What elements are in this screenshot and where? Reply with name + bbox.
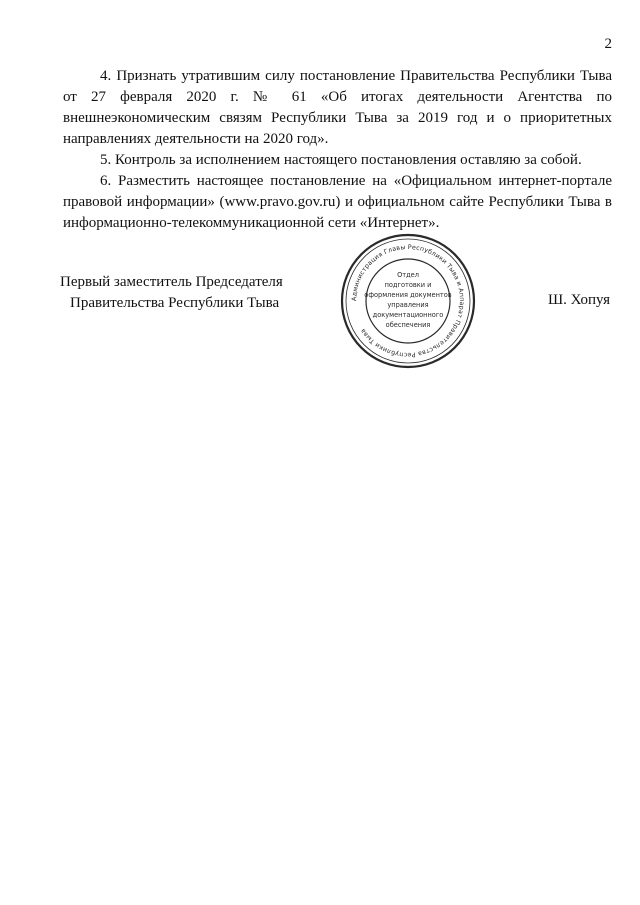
svg-text:Отдел: Отдел	[397, 271, 419, 279]
paragraph-5: 5. Контроль за исполнением настоящего постановления оставляю за собой.	[100, 152, 582, 168]
svg-text:обеспечения: обеспечения	[385, 321, 431, 329]
svg-text:документационного: документационного	[372, 311, 444, 319]
svg-text:подготовки и: подготовки и	[384, 281, 432, 289]
svg-text:оформления документов: оформления документов	[364, 291, 452, 299]
svg-text:Администрация Главы Республики: Администрация Главы Республики Тыва и Аппарат Правительства Республики Тыва	[350, 243, 466, 359]
signatory-title	[60, 272, 283, 314]
signatory-name: Ш. Хопуя	[548, 292, 611, 308]
signatory-title-line-1: Первый заместитель Председателя	[60, 274, 283, 290]
svg-text:управления: управления	[387, 301, 429, 309]
document-body	[63, 66, 612, 234]
page-number: 2	[604, 36, 612, 52]
official-seal-stamp	[340, 233, 476, 369]
paragraph-6: 6. Разместить настоящее постановление на «Официальном интернет-портале правовой информации» (www.pravo.gov.ru) и официальном сайте Республики Тыва в информационно-телекоммуникационной сети «Интернет».	[63, 173, 612, 231]
signatory-title-line-2: Правительства Республики Тыва	[70, 295, 280, 311]
paragraph-4: 4. Признать утратившим силу постановление Правительства Республики Тыва от 27 февраля 2020 г. № 61 «Об итогах деятельности Агентства по внешнеэкономическим связям Республики Тыва за 2019 год и о приоритетных направлениях деятельности на 2020 год».	[63, 68, 612, 147]
